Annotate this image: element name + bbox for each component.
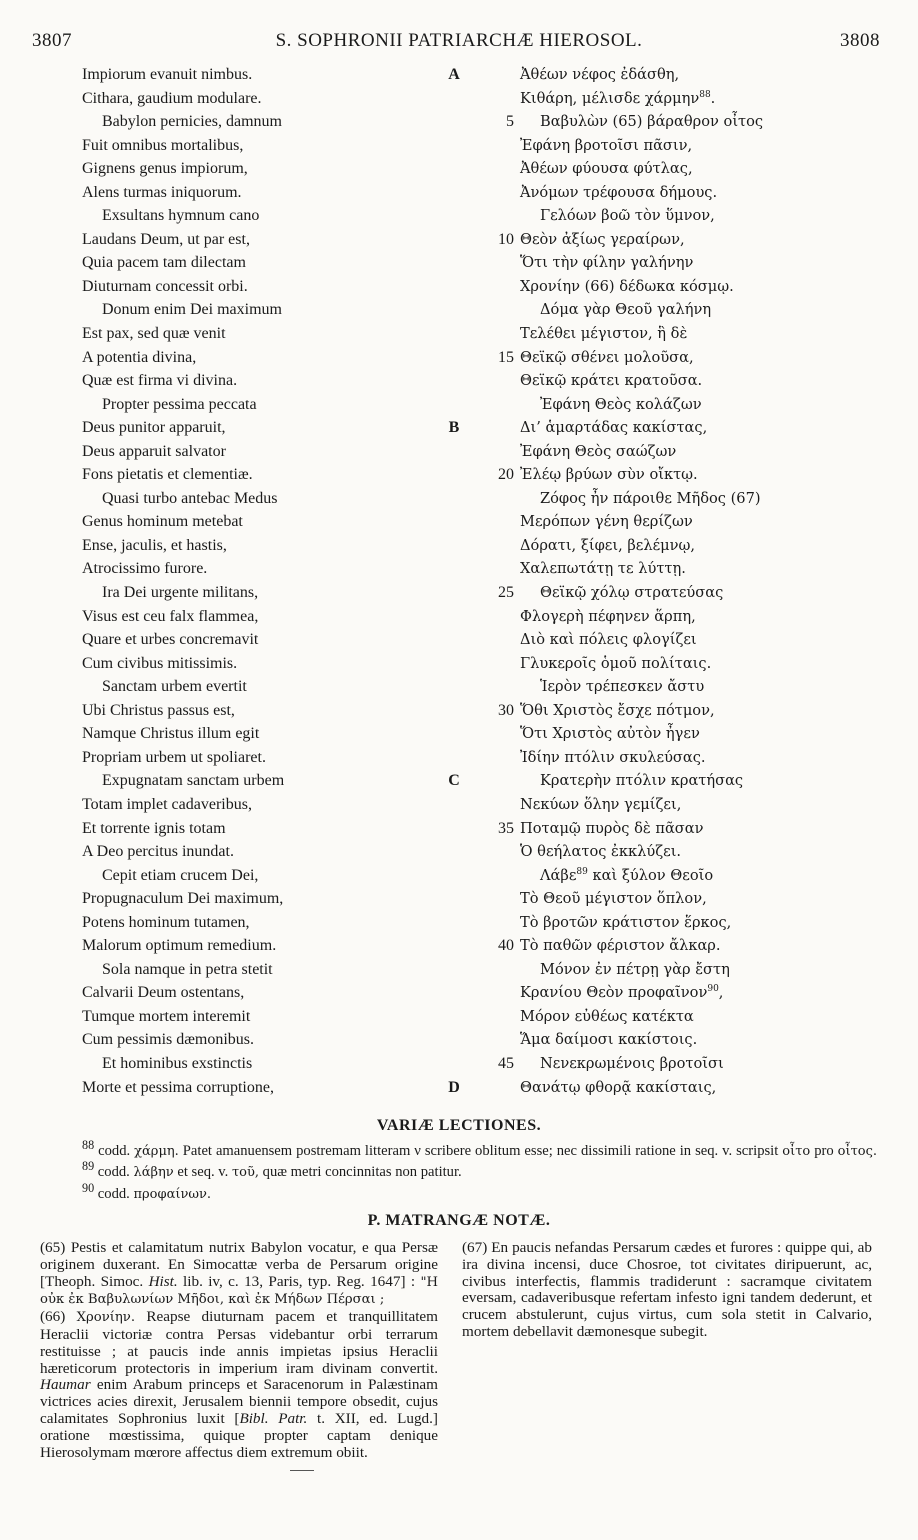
latin-verse: Cithara, gaudium modulare. [82,89,262,107]
verse-row [0,487,918,511]
latin-verse: Sanctam urbem evertit [102,678,247,696]
latin-verse: Babylon pernicies, damnum [102,113,282,131]
verse-row [0,746,918,770]
footnote-marker: 89 [82,1159,95,1174]
latin-verse: Cum civibus mitissimis. [82,654,238,672]
latin-verse: Calvarii Deum ostentans, [82,984,245,1002]
latin-verse: Sola namque in petra stetit [102,960,273,978]
latin-verse: Exsultans hymnum cano [102,207,260,225]
verse-row [0,298,918,322]
footnote-marker: 90 [707,984,719,995]
verse-row [0,722,918,746]
verse-row [0,699,918,723]
latin-verse: Quia pacem tam dilectam [82,254,246,272]
verse-row [0,63,918,87]
greek-verse: Θεϊκῷ χόλῳ στρατεύσας [540,584,724,602]
greek-verse: Ὅτι τὴν φίλην γαλήνην [520,254,694,272]
notes-column-right [462,1240,872,1341]
column-divider [290,1470,314,1471]
note-65: (65) Pestis et calamitatum nutrix Babylon vocatur, e qua Persæ originem duxerant. En Simocattæ verba de Persarum origine [Theoph. Simoc. Hist. lib. iv, c. 13, Paris, typ. Reg. 1647] : "Η οὐκ ἐκ Βαβυλωνίων Μῆδοι, καὶ ἐκ Μήδων Πέρσαι ; [40,1239,439,1308]
greek-verse: Ἰδίην πτόλιν σκυλεύσας. [520,748,706,766]
latin-verse: Est pax, sed quæ venit [82,325,226,343]
latin-verse: Fons pietatis et clementiæ. [82,466,253,484]
greek-verse: Ζόφος ἦν πάροιθε Μῆδος (67) [540,489,761,507]
note-66: (66) Χρονίην. Reapse diuturnam pacem et tranquillitatem Heraclii victoriæ contra Persas videbantur orbi terrarum restituisse ; at paucis inde annis impietas ipsius Heraclii hæreticorum protectoris in imperium iram divinam convertit. Haumar enim Arabum princeps et Saracenorum in Palæstinam victrices acies direxit, Jerusalem biennii tempore obsedit, cujus calamitates Sophronius luxit [Bibl. Patr. t. XII, ed. Lugd.] oratione mœstissima, quique propter captam denique Hierosolymam mœrore affectus diem extremum obiit. [40,1308,438,1461]
footnote-marker: 88 [699,89,711,100]
verse-row [0,675,918,699]
line-number: 25 [498,584,514,602]
greek-verse: Θεϊκῷ κράτει κρατοῦσα. [520,372,703,390]
greek-verse: Τὸ παθῶν φέριστον ἄλκαρ. [520,937,721,955]
greek-verse: Ἐφάνη βροτοῖσι πᾶσιν, [520,136,693,154]
latin-verse: Potens hominum tutamen, [82,913,250,931]
latin-verse: Laudans Deum, ut par est, [82,230,250,248]
latin-verse: Genus hominum metebat [82,513,243,531]
variae-lectiones-title: VARIÆ LECTIONES. [376,1117,542,1134]
latin-verse: Alens turmas iniquorum. [82,183,242,201]
greek-verse: Θεϊκῷ σθένει μολοῦσα, [520,348,694,366]
latin-verse: Fuit omnibus mortalibus, [82,136,244,154]
latin-verse: Visus est ceu falx flammea, [82,607,259,625]
latin-verse: Quare et urbes concremavit [82,631,259,649]
latin-verse: Diuturnam concessit orbi. [82,277,248,295]
greek-verse: Γελόων βοῶ τὸν ὕμνον, [540,207,715,225]
greek-verse: Ἐφάνη Θεὸς σαώζων [520,442,677,460]
greek-verse: Μερόπων γένη θερίζων [520,513,693,531]
latin-verse: Morte et pessima corruptione, [82,1078,274,1096]
verse-row [0,157,918,181]
margin-letter: B [448,419,460,437]
variae-lectiones: $^{88}$ codd. χάρμη. Patet amanuensem postremam litteram ν scribere oblitum esse; nec dissimili ratione in seq. v. scripsit οἶτο pro οἶτος. $^{89}$ codd. λάβην et seq. v. τοῦ, quæ metri concinnitas non patitur. $^{90}$ codd. προφαίνων. [82,1138,877,1202]
verse-row [0,958,918,982]
greek-verse: Ὅτι Χριστὸς αὐτὸν ἦγεν [520,725,700,743]
verse-row [0,605,918,629]
verse-row [0,87,918,111]
latin-verse: Impiorum evanuit nimbus. [82,66,253,83]
greek-verse: Ποταμῷ πυρὸς δὲ πᾶσαν [520,819,704,837]
greek-verse: Λάβε$^{89}$ καὶ ξύλον Θεοῖο [540,866,714,884]
greek-verse: Ἅμα δαίμοσι κακίστοις. [520,1031,698,1049]
verse-row [0,322,918,346]
latin-verse: Ense, jaculis, et hastis, [82,536,227,554]
note-67: (67) En paucis nefandas Persarum cædes et furores : quippe qui, ab ira divina incensi, duce Chosroe, tot civitates diripuerunt, ac, civibus interfectis, flammis tradiderunt : sacramque civitatem eversam, cadaveribusque refertam infesto igni tandem dederunt, et crucem abstulerunt, cujus virtus, cum sola stetit in Calvario, mortem debellavit dæmonesque subegit. [462,1239,872,1340]
greek-verse: Τελέθει μέγιστον, ἣ δὲ [520,325,688,343]
margin-letter: A [448,66,460,83]
line-number: 35 [498,819,514,837]
greek-verse: Κρατερὴν πτόλιν κρατήσας [540,772,744,790]
greek-verse: Διὸ καὶ πόλεις φλογίζει [520,631,697,649]
verse-row [0,134,918,158]
greek-verse: Γλυκεροῖς ὁμοῦ πολίταις. [520,654,712,672]
line-number: 15 [498,348,514,366]
line-number: 5 [506,113,514,131]
verse-row [0,769,918,793]
verse-row [0,393,918,417]
page-number-left: 3807 [32,30,72,51]
greek-verse: Δόρατι, ξίφει, βελέμνῳ, [520,536,696,554]
verse-row [0,275,918,299]
latin-verse: Malorum optimum remedium. [82,937,277,955]
latin-verse: Et hominibus exstinctis [102,1054,253,1072]
greek-verse: Χρονίην (66) δέδωκα κόσμῳ. [520,277,734,295]
latin-verse: Propriam urbem ut spoliaret. [82,748,266,766]
line-number: 20 [498,466,514,484]
greek-verse: Ἐλέῳ βρύων σὺν οἴκτῳ. [520,466,698,484]
latin-verse: A Deo percitus inundat. [82,843,234,861]
verse-row [0,416,918,440]
greek-verse: Φλογερὴ πέφηνεν ἅρπη, [520,607,696,625]
greek-verse: Δόμα γὰρ Θεοῦ γαλήνη [540,301,712,319]
greek-verse: Ἀθέων νέφος ἐδάσθη, [520,66,680,83]
latin-verse: Propugnaculum Dei maximum, [82,890,284,908]
verse-row [0,840,918,864]
greek-verse: Τὸ βροτῶν κράτιστον ἕρκος, [520,913,732,931]
latin-verse: Deus apparuit salvator [82,442,226,460]
latin-verse: Totam implet cadaveribus, [82,795,252,813]
greek-verse: Νεκύων ὅλην γεμίζει, [520,795,682,813]
latin-verse: Namque Christus illum egit [82,725,260,743]
latin-verse: Cepit etiam crucem Dei, [102,866,259,884]
verse-row [0,440,918,464]
verse-row [0,864,918,888]
latin-verse: Atrocissimo furore. [82,560,208,578]
notes-column-left [40,1240,438,1461]
verse-row [0,204,918,228]
line-number: 45 [498,1054,514,1072]
footnote-marker: 88 [82,1138,95,1152]
verse-row [0,628,918,652]
margin-letter: C [448,772,460,790]
line-number: 10 [498,230,514,248]
latin-verse: Ira Dei urgente militans, [102,584,259,602]
greek-verse: Μόρον εὐθέως κατέκτα [520,1007,694,1025]
greek-verse: Βαβυλὼν (65) βάραθρον οἶτος [540,113,764,131]
greek-verse: Ἀνόμων τρέφουσα δήμους. [520,183,718,201]
line-number: 40 [498,937,514,955]
greek-verse: Ὁ θεήλατος ἐκκλύζει. [520,843,682,861]
verse-row [0,911,918,935]
verse-row [0,557,918,581]
verse-row [0,581,918,605]
latin-verse: Quæ est firma vi divina. [82,372,238,390]
latin-verse: Gignens genus impiorum, [82,160,248,178]
greek-verse: Θανάτῳ φθορᾷ κακίσταις, [520,1078,717,1096]
page-header [0,30,918,60]
verse-row [0,1076,918,1100]
verse-row [0,110,918,134]
latin-verse: Quasi turbo antebac Medus [102,489,278,507]
greek-verse: Ἐφάνη Θεὸς κολάζων [540,395,702,413]
margin-letter: D [448,1078,460,1096]
latin-verse: Donum enim Dei maximum [102,301,282,319]
verse-row [0,1005,918,1029]
verse-row [0,817,918,841]
latin-verse: Cum pessimis dæmonibus. [82,1031,255,1049]
verse-row [0,981,918,1005]
parallel-poem [0,63,918,1099]
verse-row [0,1052,918,1076]
verse-row [0,1028,918,1052]
greek-verse: Τὸ Θεοῦ μέγιστον ὅπλον, [520,890,707,908]
greek-verse: Χαλεπωτάτῃ τε λύττῃ. [520,560,686,578]
verse-row [0,652,918,676]
latin-verse: Expugnatam sanctam urbem [102,772,285,790]
verse-row [0,369,918,393]
verse-row [0,228,918,252]
footnote-marker: 90 [82,1180,95,1195]
latin-verse: Deus punitor apparuit, [82,419,226,437]
verse-row [0,181,918,205]
greek-verse: Νενεκρωμένοις βροτοῖσι [540,1054,724,1072]
greek-verse: Κιθάρη, μέλισδε χάρμην$^{88}$. [520,89,716,107]
verse-row [0,934,918,958]
verse-row [0,534,918,558]
verse-row [0,793,918,817]
notes-title: P. MATRANGÆ NOTÆ. [367,1212,551,1229]
verse-row [0,251,918,275]
footnote-marker: 89 [576,866,588,877]
verse-row [0,887,918,911]
latin-verse: Tumque mortem interemit [82,1007,251,1025]
latin-verse: A potentia divina, [82,348,197,366]
greek-verse: Ὅθι Χριστὸς ἔσχε πότμον, [520,701,715,719]
greek-verse: Ἱερὸν τρέπεσκεν ἄστυ [540,678,705,696]
greek-verse: Δι’ ἁμαρτάδας κακίστας, [520,419,708,437]
verse-row [0,510,918,534]
greek-verse: Κρανίου Θεὸν προφαῖνον$^{90}$, [520,984,724,1002]
verse-row [0,463,918,487]
latin-verse: Propter pessima peccata [102,395,257,413]
greek-verse: Ἀθέων φύουσα φύτλας, [520,160,693,178]
greek-verse: Μόνον ἐν πέτρῃ γὰρ ἔστη [540,960,730,978]
greek-verse: Θεὸν ἀξίως γεραίρων, [520,230,685,248]
verse-row [0,346,918,370]
line-number: 30 [498,701,514,719]
latin-verse: Et torrente ignis totam [82,819,226,837]
page-number-right: 3808 [840,30,880,51]
latin-verse: Ubi Christus passus est, [82,701,235,719]
running-title: S. SOPHRONII PATRIARCHÆ HIEROSOL. [275,30,643,51]
